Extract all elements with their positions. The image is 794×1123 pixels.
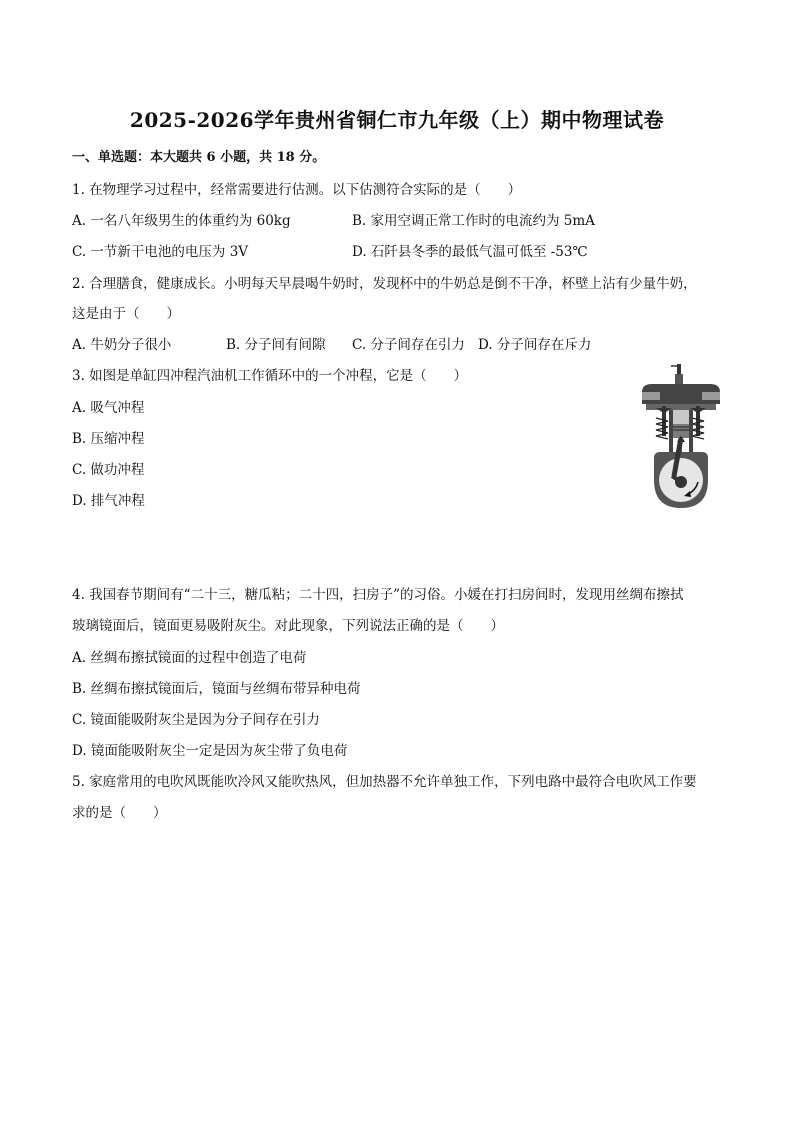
question-1-option-b: B. 家用空调正常工作时的电流约为 5mA (352, 213, 595, 229)
question-1-option-a: A. 一名八年级男生的体重约为 60kg (72, 213, 291, 229)
question-2-stem-line-2: 这是由于（ ） (72, 306, 180, 322)
question-4-option-c: C. 镜面能吸附灰尘是因为分子间存在引力 (72, 712, 320, 728)
question-1-option-c: C. 一节新干电池的电压为 3V (72, 244, 249, 260)
question-3-option-a: A. 吸气冲程 (72, 400, 145, 416)
question-2-option-d: D. 分子间存在斥力 (478, 337, 592, 353)
question-4-stem-line-2: 玻璃镜面后，镜面更易吸附灰尘。对此现象，下列说法正确的是（ ） (72, 618, 504, 634)
engine-diagram (636, 362, 726, 512)
exam-title: 2025-2026学年贵州省铜仁市九年级（上）期中物理试卷 (129, 108, 665, 132)
question-1-stem: 1. 在物理学习过程中，经常需要进行估测。以下估测符合实际的是（ ） (72, 182, 522, 198)
question-4-option-a: A. 丝绸布擦拭镜面的过程中创造了电荷 (72, 650, 307, 666)
question-3-option-c: C. 做功冲程 (72, 462, 145, 478)
question-2-option-b: B. 分子间有间隙 (226, 337, 326, 353)
question-4-option-b: B. 丝绸布擦拭镜面后，镜面与丝绸布带异种电荷 (72, 681, 361, 697)
section-heading: 一、单选题：本大题共 6 小题，共 18 分。 (72, 150, 326, 165)
question-4-stem-line-1: 4. 我国春节期间有“二十三，糖瓜粘；二十四，扫房子”的习俗。小媛在打扫房间时，发现用丝绸布擦拭 (72, 587, 684, 603)
question-2-option-a: A. 牛奶分子很小 (72, 337, 172, 353)
question-4-option-d: D. 镜面能吸附灰尘一定是因为灰尘带了负电荷 (72, 743, 348, 759)
question-2-stem-line-1: 2. 合理膳食，健康成长。小明每天早晨喝牛奶时，发现杯中的牛奶总是倒不干净，杯壁上沾有少量牛奶， (72, 276, 697, 292)
question-2-option-c: C. 分子间存在引力 (352, 337, 465, 353)
question-1-option-d: D. 石阡县冬季的最低气温可低至 -53℃ (352, 244, 588, 260)
question-3-option-d: D. 排气冲程 (72, 493, 145, 509)
question-3-option-b: B. 压缩冲程 (72, 431, 145, 447)
question-5-stem-line-1: 5. 家庭常用的电吹风既能吹冷风又能吹热风，但加热器不允许单独工作，下列电路中最符合电吹风工作要 (72, 774, 697, 790)
question-3-stem: 3. 如图是单缸四冲程汽油机工作循环中的一个冲程，它是（ ） (72, 368, 468, 384)
question-5-stem-line-2: 求的是（ ） (72, 805, 167, 821)
